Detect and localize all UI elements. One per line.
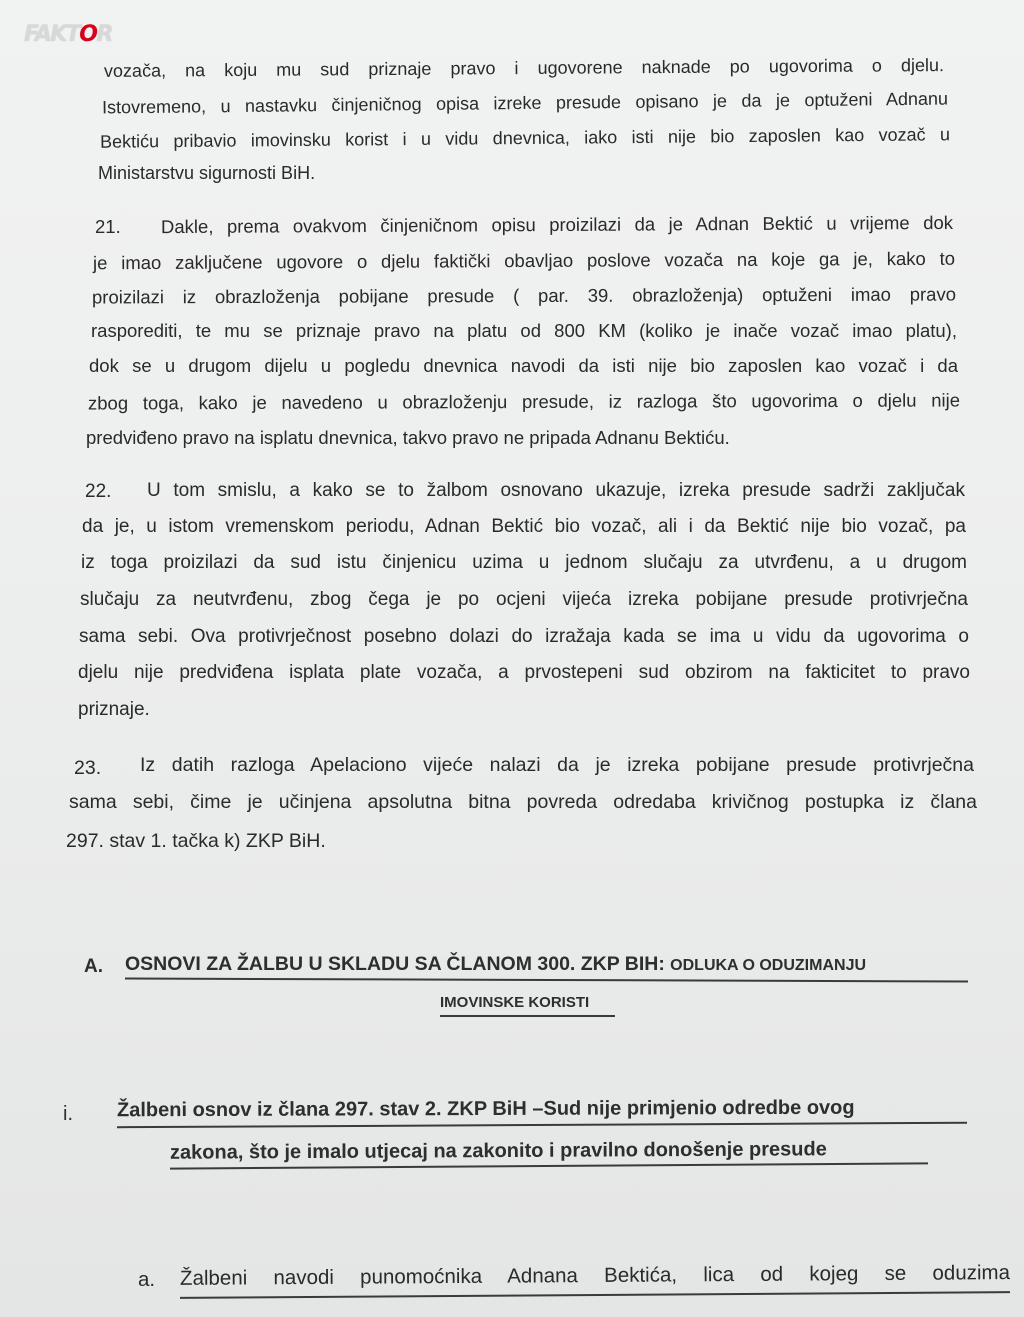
para22-line-2: da je, u istom vremenskom periodu, Adnan Bektić bio vozač, ali i da Bektić nije bio vozač, pa [82, 516, 966, 537]
subsection-i-line-2: zakona, što je imalo utjecaj na zakonito i pravilno donošenje presude [169, 1138, 827, 1164]
logo-text-left: FAKT [24, 22, 80, 47]
section-a-title-small: ODLUKA O ODUZIMANJU [670, 957, 867, 974]
para23-number: 23. [74, 757, 102, 779]
para22-line-4: slučaju za neutvrđenu, zbog čega je po ocjeni vijeća izreka pobijane presude protivrječna [80, 589, 968, 610]
subsection-i-label: i. [63, 1103, 73, 1125]
para21-first-line: Dakle, prema ovakvom činjeničnom opisu proizilazi da je Adnan Bektić u vrijeme dok [160, 211, 954, 238]
para23-line-2: sama sebi, čime je učinjena apsolutna bitna povreda odredaba krivičnog postupka iz člana [69, 791, 977, 813]
section-a-underline-1 [125, 978, 968, 983]
para21-number: 21. [95, 216, 121, 237]
logo-text-o: O [79, 22, 97, 47]
intro-line-4: Ministarstvu sigurnosti BiH. [98, 163, 316, 183]
para21-line-2: je imao zaključene ugovore o djelu faktički obavljao poslove vozača na koje ga je, kako to [92, 247, 956, 274]
subsection-a-label: a. [138, 1268, 156, 1291]
para22-line-7: priznaje. [78, 699, 150, 720]
intro-line-2: Istovremeno, u nastavku činjeničnog opisa izreke presude opisano je da je optuženi Adnanu [101, 88, 949, 118]
para21-line-4: rasporediti, te mu se priznaje pravo na platu od 800 KM (koliko je inače vozač imao platu), [91, 320, 957, 341]
para22-line-6: djelu nije predviđena isplata plate vozača, a prvostepeni sud obzirom na fakticitet to pravo [78, 662, 970, 683]
section-a-title [125, 953, 968, 976]
intro-line-3: Bektiću pribavio imovinsku korist i u vidu dnevnica, iako isti nije bio zaposlen kao vozač u [99, 124, 951, 152]
para22-line-5: sama sebi. Ova protivrječnost posebno dolazi do izražaja kada se ima u vidu da ugovorima o [79, 626, 969, 647]
section-a-title-main: OSNOVI ZA ŽALBU U SKLADU SA ČLANOM 300. ZKP BIH: [125, 953, 665, 975]
subsection-i-line-1: Žalbeni osnov iz člana 297. stav 2. ZKP BiH –Sud nije primjenio odredbe ovog [116, 1096, 855, 1122]
faktor-logo[interactable] [24, 22, 112, 47]
para22-number: 22. [85, 481, 112, 502]
subsection-a-line-1: Žalbeni navodi punomoćnika Adnana Bektića, lica od kojeg se oduzima [179, 1261, 1011, 1290]
para21-line-3: proizilazi iz obrazloženja pobijane presude ( par. 39. obrazloženja) optuženi imao pravo [91, 283, 957, 308]
intro-line-1: vozača, na koju mu sud priznaje pravo i ugovorene naknade po ugovorima o djelu. [103, 55, 945, 81]
para23-line-3: 297. stav 1. tačka k) ZKP BiH. [66, 830, 326, 852]
para21-line-6: zbog toga, kako je navedeno u obrazloženju presude, iz razloga što ugovorima o djelu nije [87, 389, 961, 414]
para23-first-line: Iz datih razloga Apelaciono vijeće nalazi da je izreka pobijane presude protivrječna [140, 754, 974, 776]
subsection-i-underline-1 [117, 1122, 967, 1128]
para21-line-5: dok se u drugom dijelu u pogledu dnevnica navodi da isti nije bio zaposlen kao vozač i da [89, 355, 958, 376]
section-a-label: A. [84, 956, 103, 977]
logo-text-right: R [96, 22, 112, 47]
subsection-a-underline [180, 1291, 1010, 1298]
para22-first-line: U tom smislu, a kako se to žalbom osnovano ukazuje, izreka presude sadrži zaključak [147, 480, 965, 501]
para22-line-3: iz toga proizilazi da sud istu činjenicu uzima u jednom slučaju za utvrđenu, a u drugom [81, 552, 967, 573]
section-a-underline-2 [440, 1015, 615, 1017]
section-a-title-line2: IMOVINSKE KORISTI [440, 994, 590, 1011]
para21-line-7: predviđeno pravo na isplatu dnevnica, takvo pravo ne pripada Adnanu Bektiću. [86, 427, 730, 448]
